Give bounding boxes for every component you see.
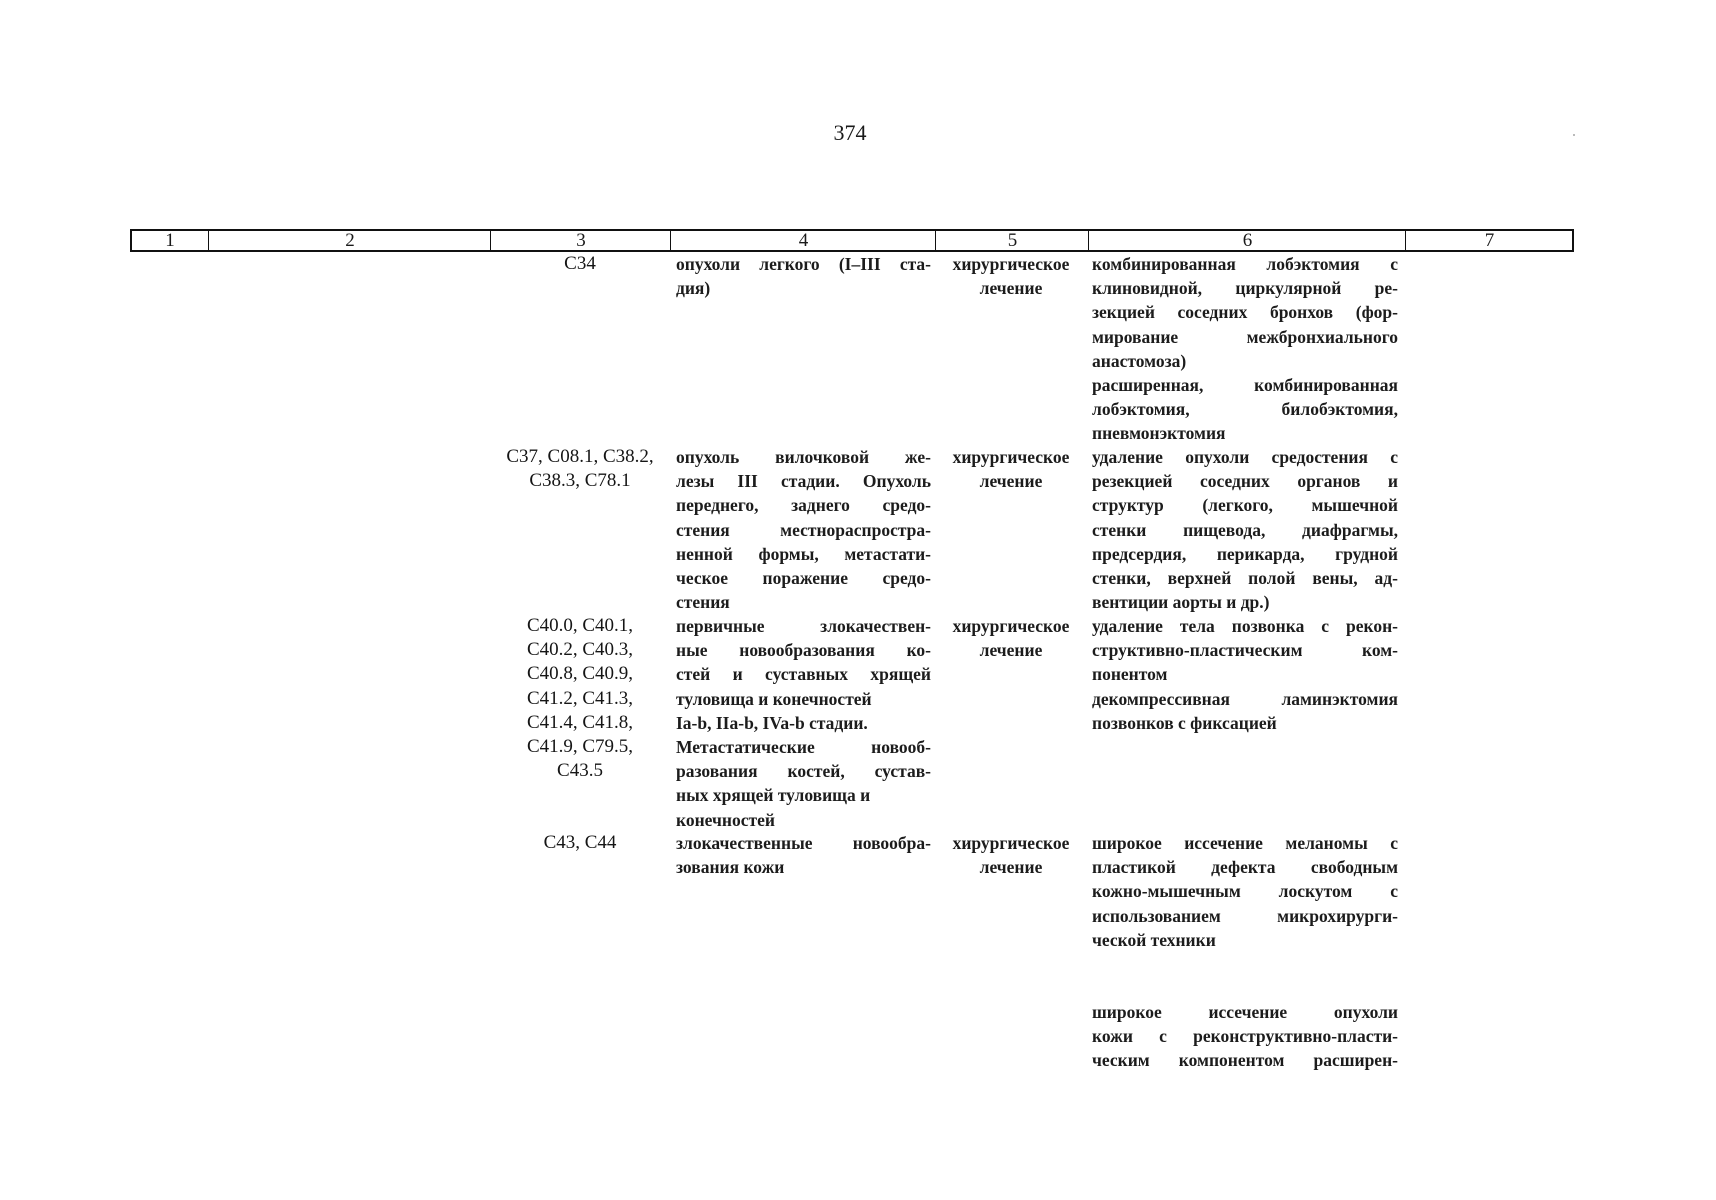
condition-line: ческое поражение средо-: [676, 568, 931, 589]
page-number: 374: [833, 120, 867, 145]
condition-line: дия): [676, 278, 711, 299]
method-line: ческой техники: [1092, 929, 1216, 950]
method-line: предсердия, перикарда, грудной: [1092, 543, 1398, 564]
header-col-7: 7: [1405, 231, 1573, 250]
method-line: клиновидной, циркулярной ре-: [1092, 278, 1398, 299]
row-2-methods: [1092, 445, 1398, 614]
row-3-codes: [490, 614, 670, 783]
code-line: C41.2, C41.3,: [526, 687, 634, 709]
row-1-codes: [490, 252, 670, 276]
condition-line: Метастатические новооб-: [676, 737, 931, 758]
row-2-condition: [676, 445, 931, 614]
method-line: использованием микрохирурги-: [1092, 905, 1398, 926]
header-col-5: 5: [935, 231, 1089, 250]
condition-line: опухоли легкого (I–III ста-: [676, 254, 931, 274]
column-number-header: [130, 229, 1574, 252]
row-1-treatment: [936, 252, 1086, 300]
method-line: пневмонэктомия: [1092, 423, 1226, 444]
row-4-methods: [1092, 831, 1398, 1073]
method-line: стенки пищевода, диафрагмы,: [1092, 519, 1398, 540]
method-line: широкое иссечение опухоли: [1092, 1002, 1398, 1023]
condition-line: ных хрящей туловища и: [676, 785, 871, 806]
code-line: C43, C44: [543, 832, 617, 853]
treatment-line: лечение: [979, 857, 1043, 878]
treatment-line: хирургическое: [952, 254, 1070, 274]
condition-line: лезы III стадии. Опухоль: [676, 471, 931, 492]
code-line: C40.0, C40.1,: [526, 615, 634, 636]
method-line: широкое иссечение меланомы с: [1092, 833, 1398, 853]
row-2-codes: [490, 445, 670, 493]
method-line: комбинированная лобэктомия с: [1092, 254, 1398, 274]
treatment-line: лечение: [979, 640, 1043, 661]
code-line: C43.5: [557, 760, 603, 782]
treatment-line: хирургическое: [952, 447, 1070, 467]
condition-line: туловища и конечностей: [676, 688, 872, 709]
row-4-treatment: [936, 831, 1086, 879]
method-line: структур (легкого, мышечной: [1092, 495, 1398, 516]
condition-line: стей и суставных хрящей: [676, 664, 931, 685]
method-line: ческим компонентом расширен-: [1092, 1050, 1398, 1071]
condition-line: стения: [676, 592, 730, 613]
condition-line: разования костей, сустав-: [676, 761, 931, 782]
row-3-methods: [1092, 614, 1398, 735]
method-line: кожи с реконструктивно-пласти-: [1092, 1026, 1398, 1047]
condition-line: опухоль вилочковой же-: [676, 447, 931, 467]
method-line: структивно-пластическим ком-: [1092, 640, 1398, 661]
method-line: расширенная, комбинированная: [1092, 375, 1398, 396]
row-1-condition: [676, 252, 931, 300]
method-line: позвонков с фиксацией: [1092, 712, 1277, 733]
treatment-line: лечение: [979, 471, 1043, 492]
method-line: резекцией соседних органов и: [1092, 471, 1398, 492]
code-line: C41.4, C41.8,: [526, 711, 634, 733]
method-line: лобэктомия, билобэктомия,: [1092, 399, 1398, 420]
header-col-3: 3: [490, 231, 671, 250]
condition-line: конечностей: [676, 809, 775, 830]
row-4-condition: [676, 831, 931, 879]
method-line: мирование межбронхиального: [1092, 326, 1398, 347]
condition-line: переднего, заднего средо-: [676, 495, 931, 516]
header-col-1: 1: [165, 230, 175, 251]
method-line: анастомоза): [1092, 350, 1187, 371]
method-gap: [1092, 952, 1398, 1000]
scan-speck: [1573, 134, 1575, 136]
row-4-codes: [490, 831, 670, 855]
method-line: стенки, верхней полой вены, ад-: [1092, 568, 1398, 589]
condition-line: зования кожи: [676, 857, 785, 878]
method-line: кожно-мышечным лоскутом с: [1092, 881, 1398, 902]
condition-line: стения местнораспростра-: [676, 519, 931, 540]
method-line: декомпрессивная ламинэктомия: [1092, 688, 1398, 709]
header-col-4: 4: [670, 231, 936, 250]
condition-line: ненной формы, метастати-: [676, 543, 931, 564]
header-col-6: 6: [1088, 231, 1406, 250]
row-2-treatment: [936, 445, 1086, 493]
row-3-condition: [676, 614, 931, 832]
code-line: C37, C08.1, C38.2,: [506, 446, 654, 467]
code-line: C40.2, C40.3,: [526, 639, 634, 661]
method-line: вентиции аорты и др.): [1092, 592, 1270, 613]
condition-line: Ia-b, IIa-b, IVa-b стадии.: [676, 712, 868, 733]
condition-line: ные новообразования ко-: [676, 640, 931, 661]
method-line: зекцией соседних бронхов (фор-: [1092, 302, 1398, 323]
method-line: удаление опухоли средостения с: [1092, 447, 1398, 467]
treatment-line: хирургическое: [952, 616, 1070, 636]
condition-line: злокачественные новообра-: [676, 833, 931, 853]
condition-line: первичные злокачествен-: [676, 616, 931, 636]
row-1-methods: [1092, 252, 1398, 446]
code-line: C41.9, C79.5,: [526, 736, 634, 758]
row-3-treatment: [936, 614, 1086, 662]
header-col-2: 2: [208, 231, 491, 250]
treatment-line: хирургическое: [952, 833, 1070, 853]
treatment-line: лечение: [979, 278, 1043, 299]
code-line: C40.8, C40.9,: [526, 663, 634, 685]
code-line: C34: [564, 253, 596, 274]
method-line: удаление тела позвонка с рекон-: [1092, 616, 1398, 636]
method-line: пластикой дефекта свободным: [1092, 857, 1398, 878]
code-line: C38.3, C78.1: [529, 470, 631, 492]
method-line: понентом: [1092, 664, 1168, 685]
